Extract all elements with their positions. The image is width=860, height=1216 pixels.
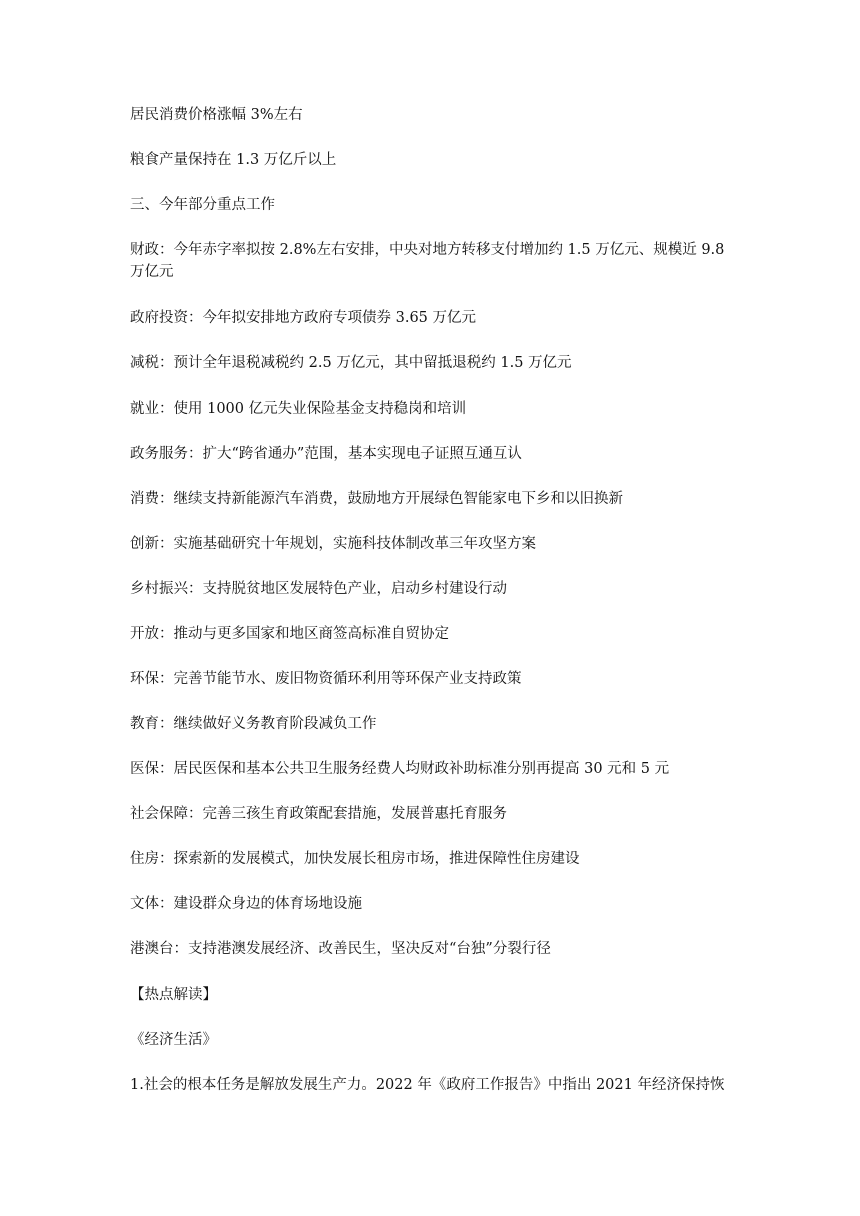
text-line-education: 教育：继续做好义务教育阶段减负工作 [130, 716, 377, 732]
text-line-environment: 环保：完善节能节水、废旧物资循环利用等环保产业支持政策 [130, 671, 522, 687]
text-line-investment: 政府投资：今年拟安排地方政府专项债券 3.65 万亿元 [130, 310, 477, 326]
section-heading: 三、今年部分重点工作 [130, 197, 275, 213]
paragraph-point-1: 1.社会的根本任务是解放发展生产力。2022 年《政府工作报告》中指出 2021 年经济保持恢 [130, 1077, 725, 1093]
subheading-economic-life: 《经济生活》 [130, 1032, 217, 1048]
text-line-housing: 住房：探索新的发展模式，加快发展长租房市场，推进保障性住房建设 [130, 851, 580, 867]
text-line-government-services: 政务服务：扩大“跨省通办”范围，基本实现电子证照互通互认 [130, 446, 522, 462]
text-line-cpi: 居民消费价格涨幅 3%左右 [130, 107, 303, 123]
hot-topic-heading: 【热点解读】 [130, 987, 217, 1003]
text-line-consumption: 消费：继续支持新能源汽车消费，鼓励地方开展绿色智能家电下乡和以旧换新 [130, 491, 623, 507]
text-line-tax: 减税：预计全年退税减税约 2.5 万亿元，其中留抵退税约 1.5 万亿元 [130, 355, 572, 371]
text-line-medical-insurance: 医保：居民医保和基本公共卫生服务经费人均财政补助标准分别再提高 30 元和 5 元 [130, 761, 670, 777]
text-line-finance: 财政：今年赤字率拟按 2.8%左右安排，中央对地方转移支付增加约 1.5 万亿元、规模近 9.8 万亿元 [130, 242, 725, 280]
text-line-innovation: 创新：实施基础研究十年规划，实施科技体制改革三年攻坚方案 [130, 536, 536, 552]
text-line-hk-macao-taiwan: 港澳台：支持港澳发展经济、改善民生，坚决反对“台独”分裂行径 [130, 941, 551, 957]
text-line-social-security: 社会保障：完善三孩生育政策配套措施，发展普惠托育服务 [130, 806, 507, 822]
text-line-culture-sports: 文体：建设群众身边的体育场地设施 [130, 896, 362, 912]
text-line-opening-up: 开放：推动与更多国家和地区商签高标准自贸协定 [130, 626, 449, 642]
text-line-rural-revitalization: 乡村振兴：支持脱贫地区发展特色产业，启动乡村建设行动 [130, 581, 507, 597]
text-line-employment: 就业：使用 1000 亿元失业保险基金支持稳岗和培训 [130, 401, 467, 417]
text-line-grain: 粮食产量保持在 1.3 万亿斤以上 [130, 152, 337, 168]
